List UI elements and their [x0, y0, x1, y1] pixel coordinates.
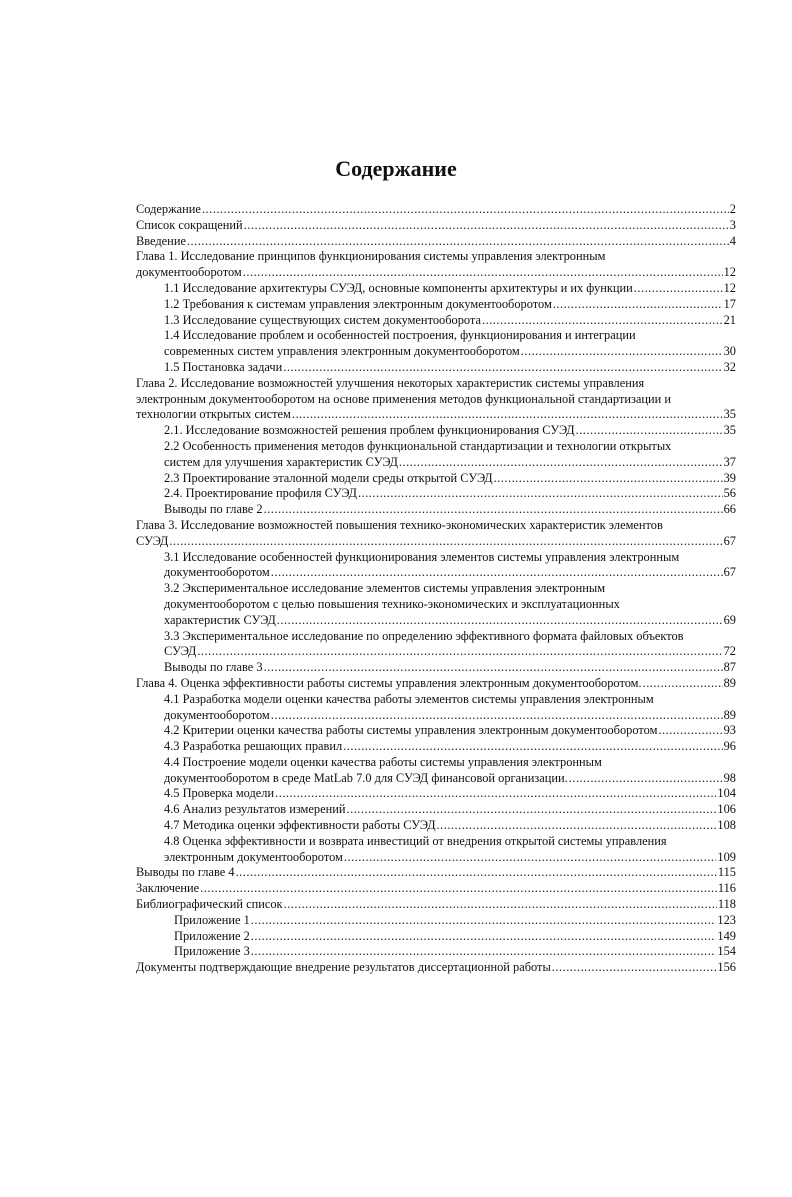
toc-page-number: 32 — [723, 359, 736, 374]
dot-leader — [494, 471, 723, 487]
toc-entry-text: Глава 2. Исследование возможностей улучшения некоторых характеристик системы управления — [136, 375, 645, 390]
toc-page-number: 123 — [717, 912, 736, 927]
toc-page-number: 67 — [723, 565, 736, 580]
toc-entry — [136, 692, 736, 724]
toc-entry-text: 1.3 Исследование существующих систем документооборота — [164, 312, 482, 327]
toc-entry-text: Приложение 1 — [174, 912, 250, 927]
toc-entry — [136, 865, 736, 881]
toc-entry — [136, 376, 736, 423]
dot-leader — [200, 881, 717, 897]
toc-entry — [136, 913, 736, 929]
dot-leader — [197, 644, 722, 660]
toc-entry-text: Содержание — [136, 202, 201, 216]
toc-entry-text: документооборотом — [136, 265, 242, 280]
toc-entry-text: электронным документооборотом на основе применения методов функциональной стандартизации и — [136, 391, 672, 406]
toc-page-number: 93 — [723, 723, 736, 738]
toc-page-number: 118 — [717, 897, 736, 912]
dot-leader — [343, 739, 722, 755]
dot-leader — [552, 960, 717, 976]
toc-entry-text: 4.1 Разработка модели оценки качества работы элементов системы управления электронным — [164, 691, 654, 706]
toc-page-number: 21 — [723, 312, 736, 327]
table-of-contents — [136, 202, 736, 976]
page-title: Содержание — [335, 156, 457, 181]
dot-leader — [347, 802, 717, 818]
toc-entry-text: Введение — [136, 233, 186, 248]
toc-entry — [136, 944, 736, 960]
dot-leader — [251, 913, 717, 929]
dot-leader — [251, 929, 717, 945]
toc-entry-text: 4.4 Построение модели оценки качества работы системы управления электронным — [164, 754, 602, 769]
toc-entry-text: документооборотом — [164, 707, 270, 722]
dot-leader — [569, 771, 723, 787]
toc-entry-text: Список сокращений — [136, 217, 243, 232]
toc-entry — [136, 439, 736, 471]
toc-page-number: 89 — [723, 675, 736, 690]
dot-leader — [264, 660, 723, 676]
dot-leader — [283, 360, 722, 376]
toc-entry-text: Выводы по главе 3 — [164, 660, 263, 675]
dot-leader — [437, 818, 717, 834]
toc-entry — [136, 929, 736, 945]
toc-entry-text: документооборотом с целью повышения технико-экономических и эксплуатационных — [164, 596, 620, 611]
dot-leader — [643, 676, 723, 692]
toc-page-number: 156 — [717, 960, 736, 975]
toc-entry-text: Документы подтверждающие внедрение результатов диссертационной работы — [136, 960, 551, 975]
dot-leader — [292, 407, 723, 423]
toc-entry-text: 4.2 Критерии оценки качества работы системы управления электронным документооборотом — [164, 723, 658, 738]
dot-leader — [521, 344, 723, 360]
toc-page-number: 4 — [729, 233, 736, 248]
toc-entry-text: Приложение 3 — [174, 944, 250, 959]
dot-leader — [634, 281, 723, 297]
toc-entry-text: документооборотом — [164, 565, 270, 580]
toc-page-number: 37 — [723, 454, 736, 469]
dot-leader — [169, 534, 722, 550]
toc-entry-text: Библиографический список — [136, 897, 283, 912]
toc-entry-text: электронным документооборотом — [164, 849, 343, 864]
dot-leader — [277, 613, 723, 629]
toc-page-number: 66 — [723, 502, 736, 517]
toc-entry-text: 4.5 Проверка модели — [164, 786, 275, 801]
toc-entry-text: Глава 3. Исследование возможностей повышения технико-экономических характеристик элементов — [136, 517, 663, 532]
toc-entry-text: СУЭД — [164, 644, 197, 659]
toc-entry — [136, 518, 736, 550]
dot-leader — [264, 502, 723, 518]
toc-entry — [136, 471, 736, 487]
toc-page-number: 17 — [723, 296, 736, 311]
toc-page-number: 116 — [717, 881, 736, 896]
toc-page-number: 115 — [717, 865, 736, 880]
dot-leader — [482, 313, 723, 329]
toc-entry-text: 3.1 Исследование особенностей функционирования элементов системы управления электронным — [164, 549, 680, 564]
toc-entry-text: 1.1 Исследование архитектуры СУЭД, основные компоненты архитектуры и их функции — [164, 280, 633, 295]
dot-leader — [576, 423, 723, 439]
toc-entry-text: 2.2 Особенность применения методов функциональной стандартизации и технологии открытых — [164, 438, 672, 453]
toc-entry — [136, 360, 736, 376]
toc-entry-text: 1.5 Постановка задачи — [164, 359, 283, 374]
toc-entry — [136, 723, 736, 739]
toc-page-number: 108 — [717, 818, 736, 833]
toc-page-number: 3 — [729, 217, 736, 232]
toc-entry-text: 2.4. Проектирование профиля СУЭД — [164, 486, 357, 501]
toc-entry — [136, 960, 736, 976]
toc-page-number: 72 — [723, 644, 736, 659]
toc-page-number: 89 — [723, 707, 736, 722]
toc-entry-text: 1.4 Исследование проблем и особенностей построения, функционирования и интеграции — [164, 328, 636, 343]
toc-entry-text: систем для улучшения характеристик СУЭД — [164, 454, 398, 469]
toc-entry — [136, 486, 736, 502]
toc-entry-text: современных систем управления электронным документооборотом — [164, 344, 520, 359]
toc-entry — [136, 550, 736, 582]
dot-leader — [344, 850, 717, 866]
toc-entry-text: Заключение — [136, 881, 200, 896]
toc-entry — [136, 313, 736, 329]
toc-entry — [136, 676, 736, 692]
toc-entry-text: Глава 1. Исследование принципов функционирования системы управления электронным — [136, 249, 606, 264]
toc-entry — [136, 881, 736, 897]
toc-entry — [136, 660, 736, 676]
toc-page-number: 2 — [729, 202, 736, 216]
toc-page-number: 96 — [723, 739, 736, 754]
toc-entry-text: 4.7 Методика оценки эффективности работы СУЭД — [164, 818, 436, 833]
dot-leader — [236, 865, 717, 881]
toc-entry — [136, 297, 736, 313]
toc-page-number: 35 — [723, 407, 736, 422]
toc-page-number: 30 — [723, 344, 736, 359]
toc-entry-text: Выводы по главе 2 — [164, 502, 263, 517]
toc-entry-text: Выводы по главе 4 — [136, 865, 235, 880]
toc-page-number: 149 — [717, 928, 736, 943]
dot-leader — [271, 565, 723, 581]
toc-entry — [136, 502, 736, 518]
toc-entry-text: 1.2 Требования к системам управления электронным документооборотом — [164, 296, 552, 311]
dot-leader — [358, 486, 723, 502]
toc-entry-text: 3.3 Экспериментальное исследование по определению эффективного формата файловых объектов — [164, 628, 684, 643]
toc-page-number: 56 — [723, 486, 736, 501]
dot-leader — [271, 708, 723, 724]
toc-entry — [136, 818, 736, 834]
toc-entry-text: 3.2 Экспериментальное исследование элементов системы управления электронным — [164, 581, 606, 596]
dot-leader — [284, 897, 717, 913]
toc-page-number: 98 — [723, 770, 736, 785]
toc-entry — [136, 581, 736, 628]
toc-page-number: 12 — [723, 265, 736, 280]
toc-entry-text: 4.6 Анализ результатов измерений — [164, 802, 346, 817]
toc-page-number: 104 — [717, 786, 736, 801]
toc-entry — [136, 786, 736, 802]
toc-page-number: 67 — [723, 533, 736, 548]
toc-entry — [136, 629, 736, 661]
toc-page-number: 39 — [723, 470, 736, 485]
dot-leader — [658, 723, 722, 739]
dot-leader — [202, 202, 729, 218]
toc-entry — [136, 755, 736, 787]
toc-entry-text: 4.8 Оценка эффективности и возврата инвестиций от внедрения открытой системы управления — [164, 833, 667, 848]
dot-leader — [553, 297, 723, 313]
toc-entry-text: 2.3 Проектирование эталонной модели среды открытой СУЭД — [164, 470, 493, 485]
toc-entry-text: Приложение 2 — [174, 928, 250, 943]
toc-entry-text: 2.1. Исследование возможностей решения проблем функционирования СУЭД — [164, 423, 575, 438]
toc-entry — [136, 281, 736, 297]
toc-entry-text: 4.3 Разработка решающих правил — [164, 739, 343, 754]
toc-entry-text: характеристик СУЭД — [164, 612, 276, 627]
toc-entry-text: СУЭД — [136, 533, 169, 548]
toc-entry-text: документооборотом в среде MatLab 7.0 для СУЭД финансовой организации. — [164, 770, 568, 785]
toc-entry-text: технологии открытых систем — [136, 407, 291, 422]
toc-page-number: 69 — [723, 612, 736, 627]
dot-leader — [251, 944, 717, 960]
toc-page-number: 109 — [717, 849, 736, 864]
toc-entry — [136, 249, 736, 281]
toc-page-number: 106 — [717, 802, 736, 817]
toc-entry — [136, 834, 736, 866]
toc-page-number: 12 — [723, 280, 736, 295]
dot-leader — [244, 218, 729, 234]
toc-entry — [136, 328, 736, 360]
dot-leader — [187, 234, 729, 250]
dot-leader — [399, 455, 723, 471]
toc-entry — [136, 218, 736, 234]
toc-entry — [136, 202, 736, 218]
toc-page-number: 154 — [717, 944, 736, 959]
toc-entry — [136, 423, 736, 439]
toc-entry-text: Глава 4. Оценка эффективности работы системы управления электронным документооборотом. — [136, 675, 642, 690]
toc-page-number: 35 — [723, 423, 736, 438]
toc-entry — [136, 802, 736, 818]
dot-leader — [243, 265, 723, 281]
toc-entry — [136, 739, 736, 755]
toc-page-number: 87 — [723, 660, 736, 675]
dot-leader — [275, 786, 716, 802]
toc-entry — [136, 897, 736, 913]
toc-entry — [136, 234, 736, 250]
